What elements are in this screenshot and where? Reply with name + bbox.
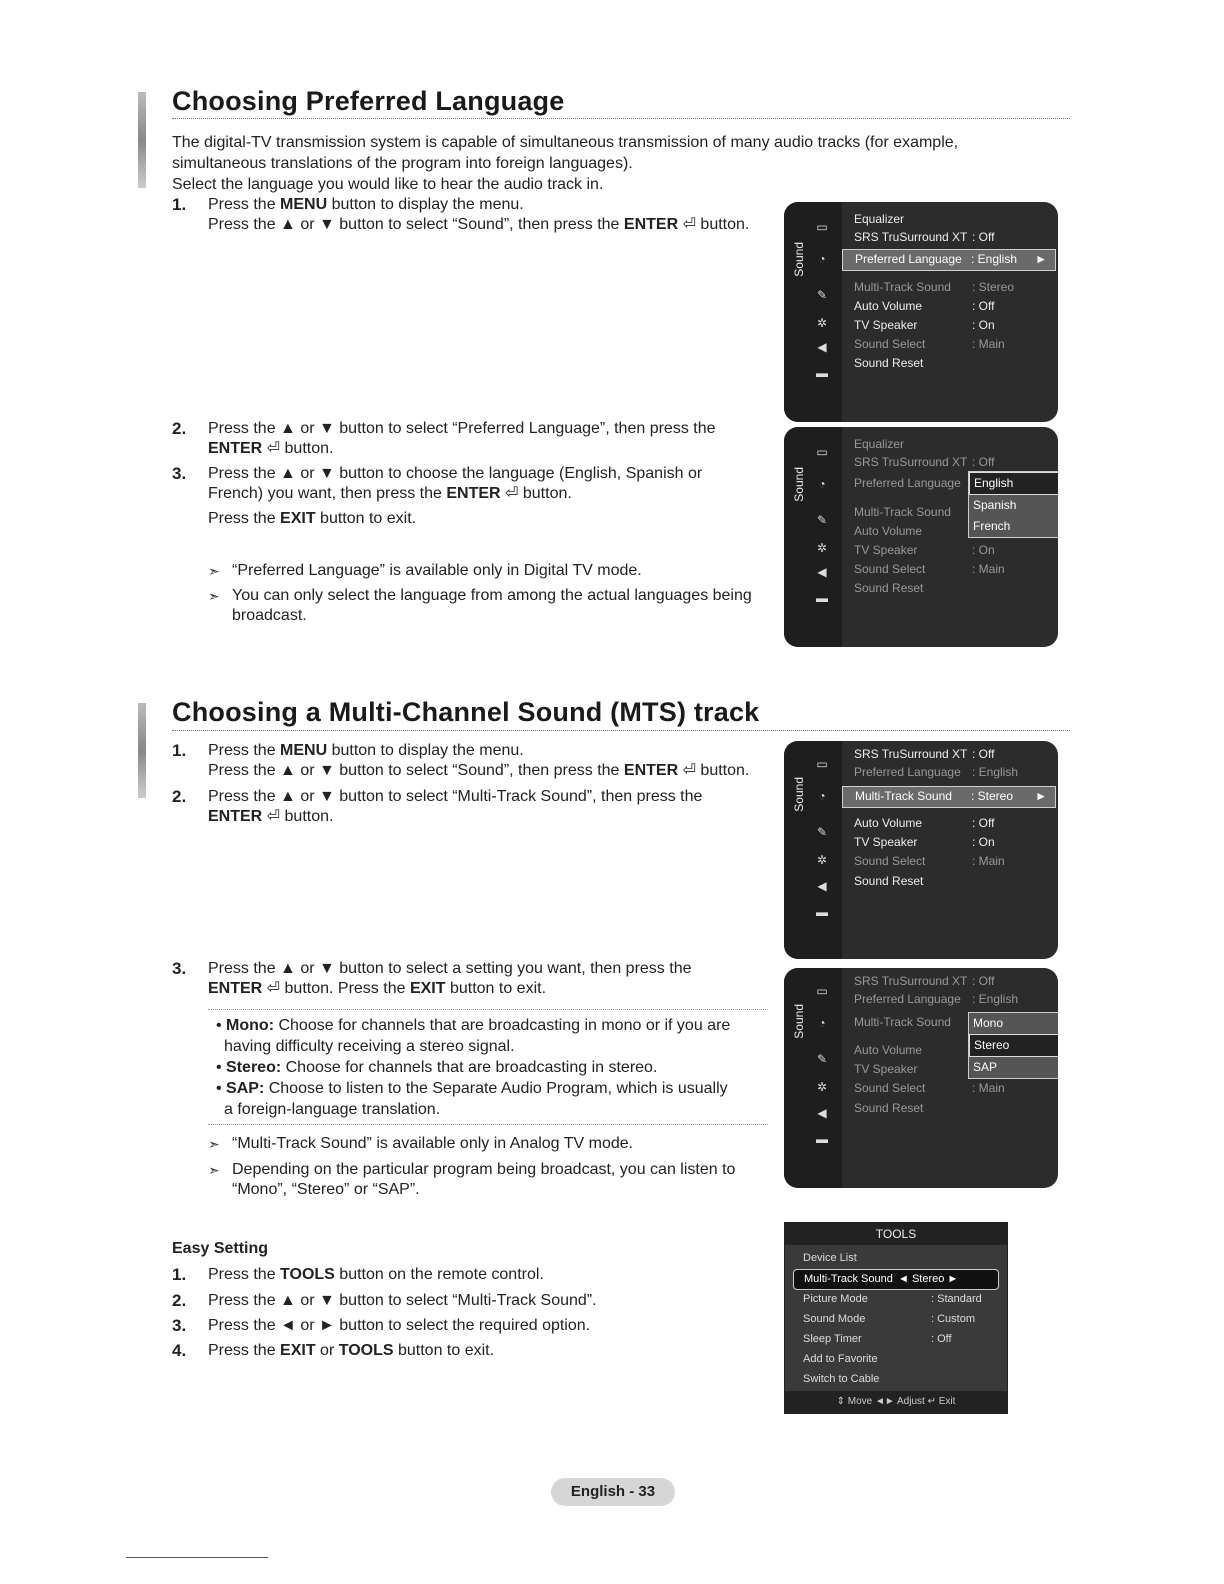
sound-icon: ◔: [818, 789, 826, 803]
menu-item[interactable]: Multi-Track Sound: [854, 1015, 951, 1029]
note-arrow-icon: ➣: [208, 588, 220, 604]
tools-menu-screenshot: [784, 1222, 1008, 1414]
tools-title: TOOLS: [785, 1223, 1007, 1245]
channel-icon: ✎: [816, 288, 828, 302]
s2-step3-text: [208, 959, 768, 999]
menu-item[interactable]: TV Speaker: [854, 1062, 918, 1076]
menu-sidebar: [784, 968, 842, 1188]
s1-step2-text: [208, 419, 768, 459]
menu-side-label: Sound: [792, 777, 806, 812]
menu-item[interactable]: SRS TruSurround XT : Off: [854, 747, 995, 761]
menu-item[interactable]: Auto Volume : Off: [854, 299, 995, 313]
sound-menu-screenshot-4: [784, 968, 1058, 1188]
s1-step2-line1: Press the ▲ or ▼ button to select “Preferred Language”, then press the: [208, 420, 716, 437]
s1-note-1: [208, 561, 768, 581]
input-icon: ◀: [817, 1106, 827, 1120]
menu-item[interactable]: Sound Select : Main: [854, 562, 1005, 576]
s2-step2-line2: ENTER ⏎ button.: [208, 808, 334, 825]
easy-step1-text: Press the TOOLS button on the remote control.: [208, 1266, 544, 1283]
s2-step3-line2: ENTER ⏎ button. Press the EXIT button to exit.: [208, 980, 547, 997]
s1-step2-number: 2.: [172, 419, 187, 438]
input-icon: ◀: [817, 565, 827, 579]
menu-item[interactable]: Auto Volume: [854, 524, 923, 538]
s1-step3-line2: French) you want, then press the ENTER ⏎ button.: [208, 485, 572, 502]
s2-note-2-line1: Depending on the particular program being broadcast, you can listen to: [232, 1161, 736, 1178]
note-arrow-icon: ➣: [208, 1136, 220, 1152]
mts-options-box: [208, 1009, 768, 1125]
application-icon: ▬: [816, 366, 828, 380]
section1-rule: [172, 118, 1070, 119]
menu-item[interactable]: Sound Select : Main: [854, 854, 1005, 868]
mts-popup: [968, 1012, 1058, 1079]
menu-item[interactable]: SRS TruSurround XT : Off: [854, 974, 995, 988]
s1-step2-line2: ENTER ⏎ button.: [208, 440, 334, 457]
menu-item[interactable]: Multi-Track Sound: [854, 505, 951, 519]
tools-item[interactable]: Add to Favorite: [803, 1353, 878, 1365]
tools-footer: ⇕ Move ◄► Adjust ↵ Exit: [785, 1391, 1007, 1413]
s2-step1-line2: Press the ▲ or ▼ button to select “Sound”, then press the ENTER ⏎ button.: [208, 762, 750, 779]
sound-icon: ◔: [818, 1016, 826, 1030]
tools-item[interactable]: Sound Mode : Custom: [803, 1313, 976, 1325]
easy-setting-heading: Easy Setting: [172, 1240, 269, 1257]
s2-step2-number: 2.: [172, 787, 187, 806]
menu-sidebar: [784, 427, 842, 647]
s2-step1-text: [208, 741, 778, 781]
s1-note-2: [208, 586, 768, 626]
application-icon: ▬: [816, 905, 828, 919]
picture-icon: ▭: [816, 984, 828, 998]
sound-menu-screenshot-2: [784, 427, 1058, 647]
easy-step3-text: Press the ◄ or ► button to select the required option.: [208, 1317, 591, 1334]
tools-item-selected[interactable]: Multi-Track Sound ◄ Stereo ►: [793, 1269, 999, 1290]
section1-side-bar: [138, 92, 146, 188]
s1-step1-line2: Press the ▲ or ▼ button to select “Sound”, then press the ENTER ⏎ button.: [208, 216, 750, 233]
s2-note-2: [208, 1160, 768, 1200]
sound-icon: ◔: [818, 252, 826, 266]
s1-step3-text: [208, 464, 768, 529]
menu-side-label: Sound: [792, 1004, 806, 1039]
picture-icon: ▭: [816, 445, 828, 459]
application-icon: ▬: [816, 1132, 828, 1146]
s1-step3-number: 3.: [172, 464, 187, 483]
menu-item[interactable]: SRS TruSurround XT : Off: [854, 455, 995, 469]
sound-menu-screenshot-1: [784, 202, 1058, 422]
channel-icon: ✎: [816, 1052, 828, 1066]
tools-item[interactable]: Picture Mode : Standard: [803, 1293, 982, 1305]
picture-icon: ▭: [816, 757, 828, 771]
s2-step2-line1: Press the ▲ or ▼ button to select “Multi-Track Sound”, then press the: [208, 788, 703, 805]
section2-side-bar: [138, 703, 146, 798]
easy-step1-number: 1.: [172, 1265, 187, 1284]
note-arrow-icon: ➣: [208, 563, 220, 579]
bullet-stereo: • Stereo: Choose for channels that are broadcasting in stereo.: [216, 1059, 658, 1076]
tools-item[interactable]: Sleep Timer : Off: [803, 1333, 952, 1345]
menu-item[interactable]: Sound Reset: [854, 1101, 924, 1115]
tools-item[interactable]: Device List: [803, 1252, 857, 1264]
section2-rule: [172, 730, 1070, 731]
sound-menu-screenshot-3: [784, 741, 1058, 959]
input-icon: ◀: [817, 340, 827, 354]
menu-item[interactable]: TV Speaker : On: [854, 543, 995, 557]
menu-sidebar: [784, 741, 842, 959]
easy-step2-text: Press the ▲ or ▼ button to select “Multi-Track Sound”.: [208, 1292, 597, 1309]
menu-item[interactable]: Equalizer: [854, 212, 905, 226]
menu-item[interactable]: Multi-Track Sound : Stereo: [854, 280, 1015, 294]
menu-item[interactable]: TV Speaker : On: [854, 835, 995, 849]
note-arrow-icon: ➣: [208, 1162, 220, 1178]
bullet-mono-line2: having difficulty receiving a stereo signal.: [224, 1038, 515, 1055]
menu-sidebar: [784, 202, 842, 422]
section2-title: Choosing a Multi-Channel Sound (MTS) track: [172, 697, 760, 727]
language-option-french[interactable]: French: [973, 519, 1011, 533]
s1-step1-text: [208, 195, 778, 235]
channel-icon: ✎: [816, 513, 828, 527]
s1-step1-number: 1.: [172, 195, 187, 214]
menu-item[interactable]: Auto Volume: [854, 1043, 923, 1057]
setup-icon: ✲: [816, 853, 828, 867]
language-popup: [968, 471, 1058, 538]
s2-note-1: [208, 1134, 768, 1154]
menu-side-label: Sound: [792, 242, 806, 277]
menu-item-selected[interactable]: Multi-Track Sound : Stereo ►: [842, 786, 1056, 808]
channel-icon: ✎: [816, 825, 828, 839]
picture-icon: ▭: [816, 220, 828, 234]
s2-step3-number: 3.: [172, 959, 187, 978]
language-option-english[interactable]: English: [969, 472, 1058, 495]
intro-line-2: simultaneous translations of the program into foreign languages).: [172, 155, 633, 172]
section1-intro: [172, 132, 1052, 195]
s1-step1-line1: Press the MENU button to display the menu.: [208, 196, 524, 213]
page-number-badge: English - 33: [551, 1478, 675, 1506]
intro-line-1: The digital-TV transmission system is capable of simultaneous transmission of many audio tracks (for example,: [172, 134, 959, 151]
menu-side-label: Sound: [792, 467, 806, 502]
menu-item[interactable]: Equalizer: [854, 437, 905, 451]
menu-item[interactable]: TV Speaker : On: [854, 318, 995, 332]
easy-step4-text: Press the EXIT or TOOLS button to exit.: [208, 1342, 495, 1359]
setup-icon: ✲: [816, 316, 828, 330]
s2-note-2-line2: “Mono”, “Stereo” or “SAP”.: [232, 1181, 420, 1198]
s2-step1-line1: Press the MENU button to display the menu.: [208, 742, 524, 759]
menu-item[interactable]: Preferred Language : English: [854, 992, 1019, 1006]
menu-item[interactable]: Auto Volume : Off: [854, 816, 995, 830]
sound-icon: ◔: [818, 477, 826, 491]
easy-step2-number: 2.: [172, 1291, 187, 1310]
mts-option-mono[interactable]: Mono: [973, 1016, 1004, 1030]
s1-note-2-text: [232, 586, 752, 626]
s2-step2-text: [208, 787, 768, 827]
mts-option-stereo[interactable]: Stereo: [969, 1034, 1058, 1057]
menu-item[interactable]: Preferred Language: [854, 476, 961, 490]
application-icon: ▬: [816, 591, 828, 605]
s2-step3-line1: Press the ▲ or ▼ button to select a setting you want, then press the: [208, 960, 692, 977]
tools-item[interactable]: Switch to Cable: [803, 1373, 880, 1385]
section1-title: Choosing Preferred Language: [172, 86, 565, 116]
setup-icon: ✲: [816, 1080, 828, 1094]
bullet-sap-line1: • SAP: Choose to listen to the Separate Audio Program, which is usually: [216, 1080, 728, 1097]
s2-step1-number: 1.: [172, 741, 187, 760]
menu-item[interactable]: Sound Select : Main: [854, 1081, 1005, 1095]
menu-item[interactable]: SRS TruSurround XT : Off: [854, 230, 995, 244]
s1-note-2-line1: You can only select the language from among the actual languages being: [232, 587, 752, 604]
input-icon: ◀: [817, 879, 827, 893]
s2-note-1-text: “Multi-Track Sound” is available only in Analog TV mode.: [232, 1135, 634, 1152]
s1-step3-line3: Press the EXIT button to exit.: [208, 510, 417, 527]
s1-note-2-line2: broadcast.: [232, 607, 307, 624]
language-option-spanish[interactable]: Spanish: [973, 498, 1017, 512]
menu-item[interactable]: Preferred Language : English: [854, 765, 1019, 779]
intro-line-3: Select the language you would like to hear the audio track in.: [172, 176, 604, 193]
menu-item[interactable]: Sound Select : Main: [854, 337, 1005, 351]
bullet-mono-line1: • Mono: Choose for channels that are broadcasting in mono or if you are: [216, 1017, 731, 1034]
menu-item[interactable]: Sound Reset: [854, 874, 924, 888]
easy-step4-number: 4.: [172, 1341, 187, 1360]
s1-note-1-text: “Preferred Language” is available only in Digital TV mode.: [232, 562, 642, 579]
easy-step3-number: 3.: [172, 1316, 187, 1335]
s2-note-2-text: [232, 1160, 735, 1200]
bullet-sap-line2: a foreign-language translation.: [224, 1101, 441, 1118]
footer-rule: [126, 1557, 268, 1558]
menu-item-selected[interactable]: Preferred Language : English ►: [842, 249, 1056, 271]
menu-item[interactable]: Sound Reset: [854, 356, 924, 370]
setup-icon: ✲: [816, 541, 828, 555]
mts-option-sap[interactable]: SAP: [973, 1060, 998, 1074]
menu-item[interactable]: Sound Reset: [854, 581, 924, 595]
s1-step3-line1: Press the ▲ or ▼ button to choose the language (English, Spanish or: [208, 465, 703, 482]
